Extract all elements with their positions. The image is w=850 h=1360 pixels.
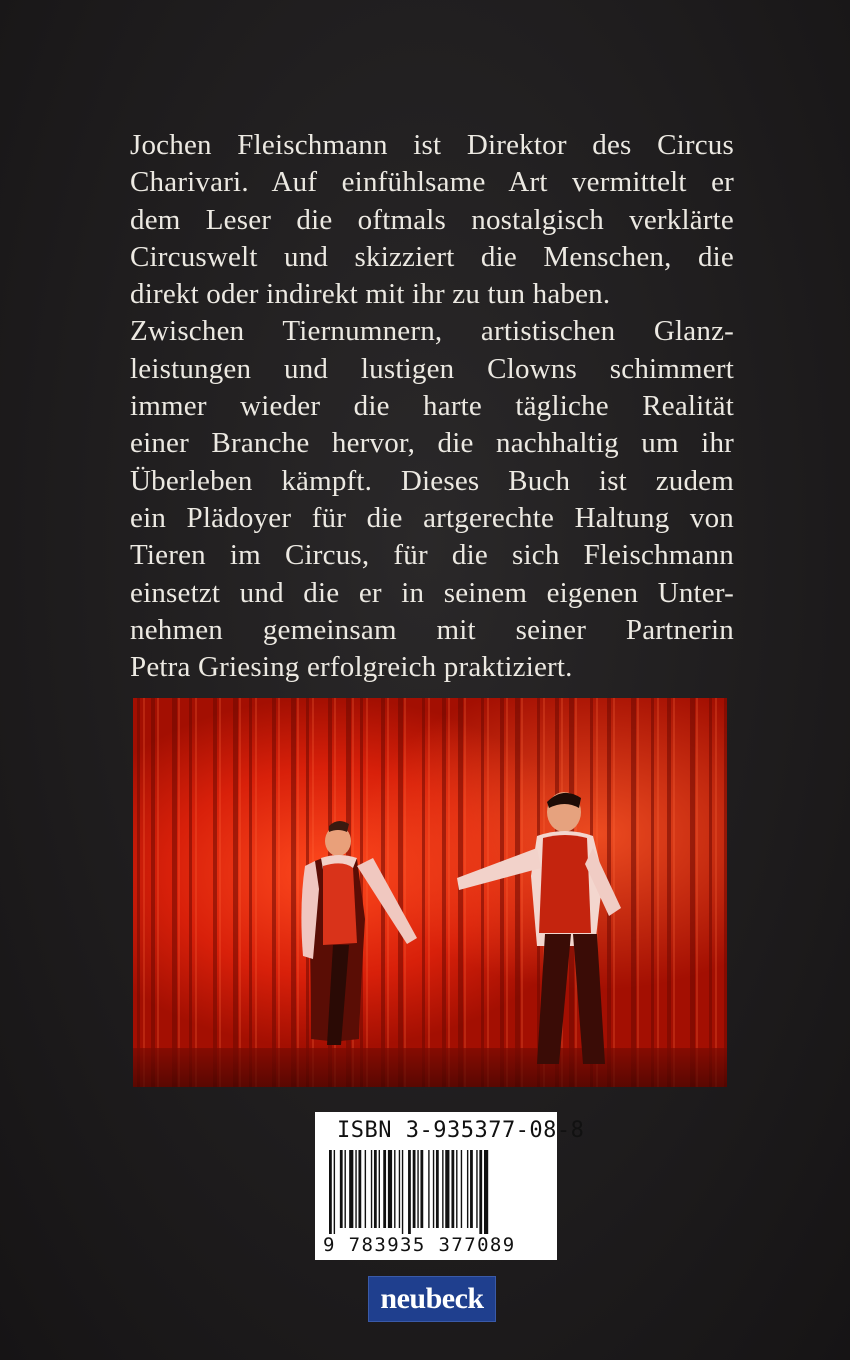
blurb-line: Überleben kämpft. Dieses Buch ist zudem	[130, 464, 734, 497]
blurb-line: nehmen gemeinsam mit seiner Partnerin	[130, 613, 734, 646]
blurb-line: direkt oder indirekt mit ihr zu tun haben.	[130, 278, 611, 311]
blurb-line: leistungen und lustigen Clowns schimmert	[130, 352, 734, 385]
ean-digits: 9 783935 377089	[323, 1234, 516, 1256]
barcode-bars	[329, 1150, 543, 1234]
blurb-line: ein Plädoyer für die artgerechte Haltung von	[130, 501, 734, 534]
blurb-line: Zwischen Tiernumnern, artistischen Glanz-	[130, 315, 734, 348]
blurb-line: einer Branche hervor, die nachhaltig um ihr	[130, 427, 734, 460]
isbn-text: ISBN 3-935377-08-8	[337, 1118, 585, 1143]
blurb-line: Jochen Fleischmann ist Direktor des Circus	[130, 129, 734, 161]
barcode-label	[315, 1112, 585, 1260]
blurb-text	[130, 127, 734, 686]
blurb-line: einsetzt und die er in seinem eigenen Unter-	[130, 576, 734, 609]
blurb-line: Petra Griesing erfolgreich praktiziert.	[130, 651, 573, 684]
publisher-logo	[368, 1276, 496, 1322]
stage-curtain-photo	[133, 698, 727, 1087]
blurb-line: Circuswelt und skizziert die Menschen, die	[130, 240, 734, 273]
blurb-line: Charivari. Auf einfühlsame Art vermittelt er	[130, 166, 734, 199]
curtain-illustration	[133, 698, 727, 1087]
blurb-line: dem Leser die oftmals nostalgisch verklärte	[130, 203, 734, 236]
publisher-logo-text: neubeck	[380, 1282, 484, 1315]
blurb-line: immer wieder die harte tägliche Realität	[130, 390, 734, 423]
blurb-line: Tieren im Circus, für die sich Fleischmann	[130, 539, 734, 572]
